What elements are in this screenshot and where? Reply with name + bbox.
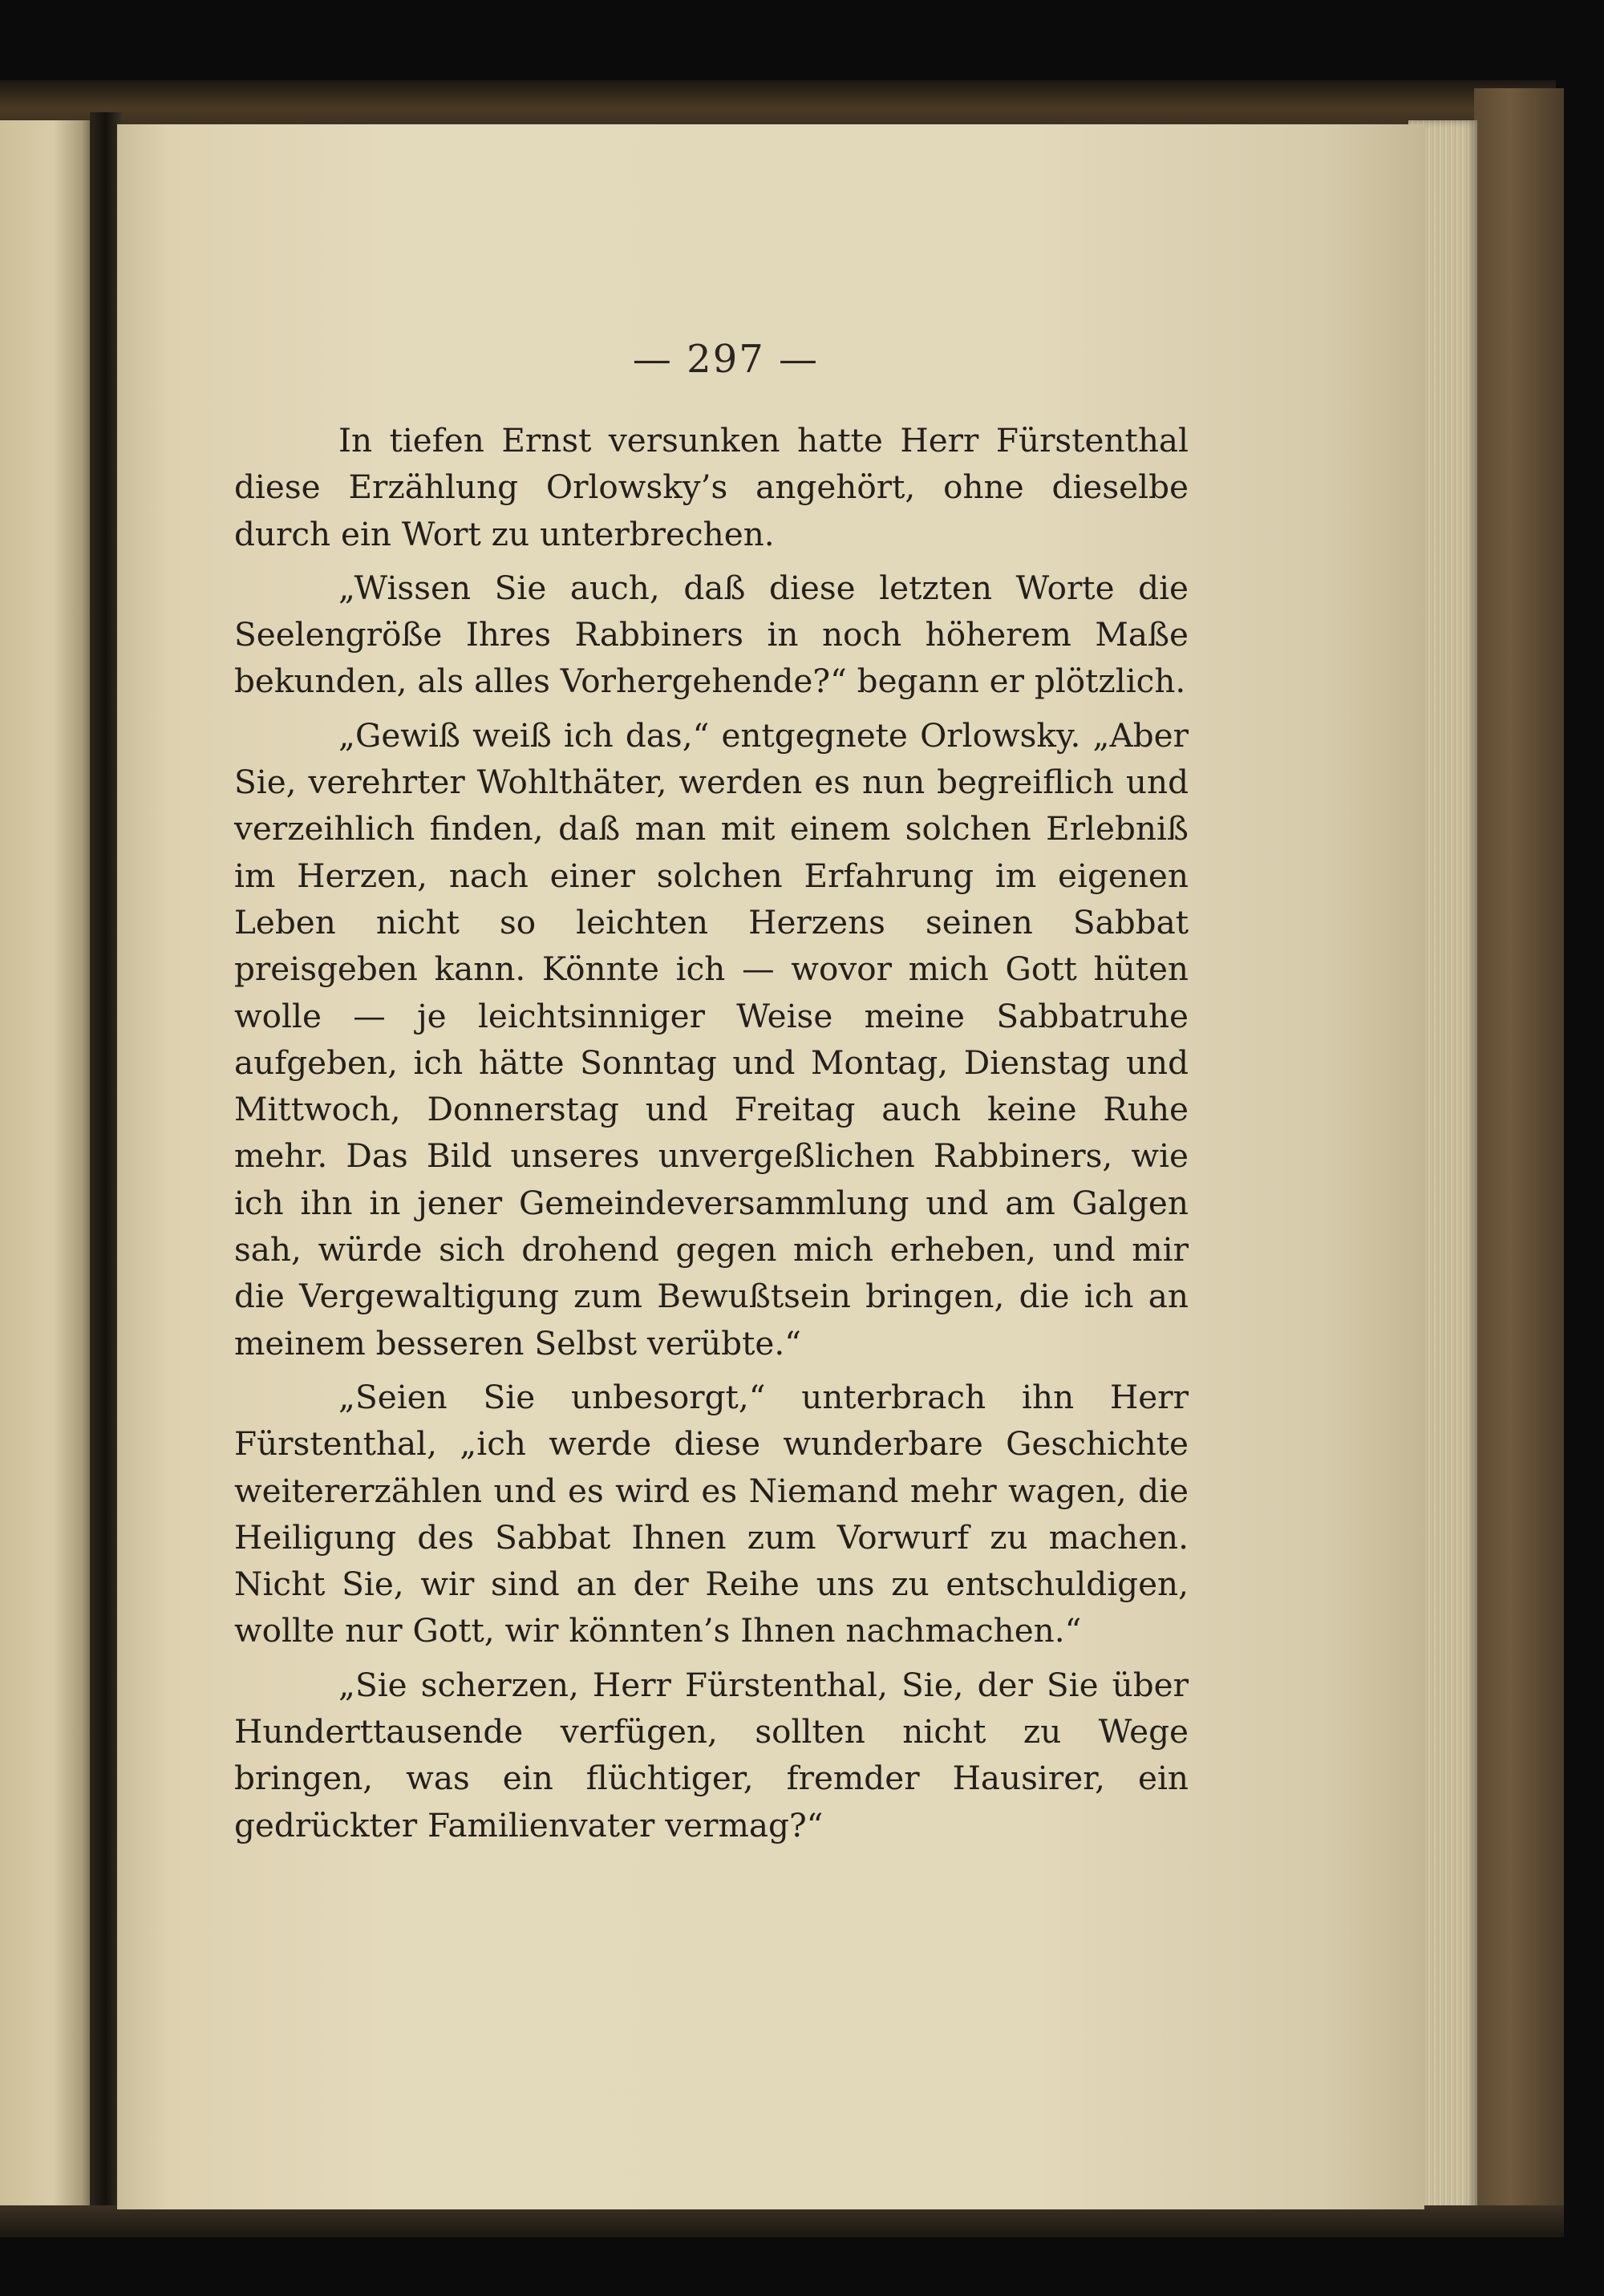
page-number: — 297 — bbox=[632, 337, 820, 382]
left-page-edge bbox=[0, 120, 96, 2205]
paragraph-4: „Seien Sie unbesorgt,“ unterbrach ihn Herr Fürstenthal, „ich werde diese wunderbare Geschichte weitererzählen und es wird es Niemand mehr wagen, die Heiligung des Sabbat Ihnen zum Vorwurf zu machen. Nicht Sie, wir sind an der Reihe uns zu entschuldigen, wollte nur Gott, wir könnten’s Ihnen nachmachen.“ bbox=[234, 1377, 1189, 1650]
paragraph-5: „Sie scherzen, Herr Fürstenthal, Sie, der Sie über Hunderttausende verfügen, sollten nicht zu Wege bringen, was ein flüchtiger, fremder Hausirer, ein gedrückter Familienvater vermag?“ bbox=[234, 1665, 1189, 1844]
page-text bbox=[234, 417, 1189, 1856]
book-cover-top bbox=[0, 80, 1556, 128]
paragraph-2: „Wissen Sie auch, daß diese letzten Worte die Seelengröße Ihres Rabbiners in noch höherem Maße bekunden, als alles Vorhergehende?“ begann er plötzlich. bbox=[234, 568, 1189, 701]
paragraph-1: In tiefen Ernst versunken hatte Herr Fürstenthal diese Erzählung Orlowsky’s angehört, ohne dieselbe durch ein Wort zu unterbrechen. bbox=[234, 421, 1189, 553]
book-cover-bottom bbox=[0, 2205, 1564, 2237]
paragraph-3: „Gewiß weiß ich das,“ entgegnete Orlowsky. „Aber Sie, verehrter Wohlthäter, werden es nun begreiflich und verzeihlich finden, daß man mit einem solchen Erlebniß im Herzen, nach einer solchen Erfahrung im eigenen Leben nicht so leichten Herzens seinen Sabbat preisgeben kann. Könnte ich — wovor mich Gott hüten wolle — je leichtsinniger Weise meine Sabbatruhe aufgeben, ich hätte Sonntag und Montag, Dienstag und Mittwoch, Donnerstag und Freitag auch keine Ruhe mehr. Das Bild unseres unvergeßlichen Rabbiners, wie ich ihn in jener Gemeindeversammlung und am Galgen sah, würde sich drohend gegen mich erheben, und mir die Vergewaltigung zum Bewußtsein bringen, die ich an meinem besseren Selbst verübte.“ bbox=[234, 715, 1189, 1363]
book-cover-right bbox=[1474, 88, 1564, 2221]
